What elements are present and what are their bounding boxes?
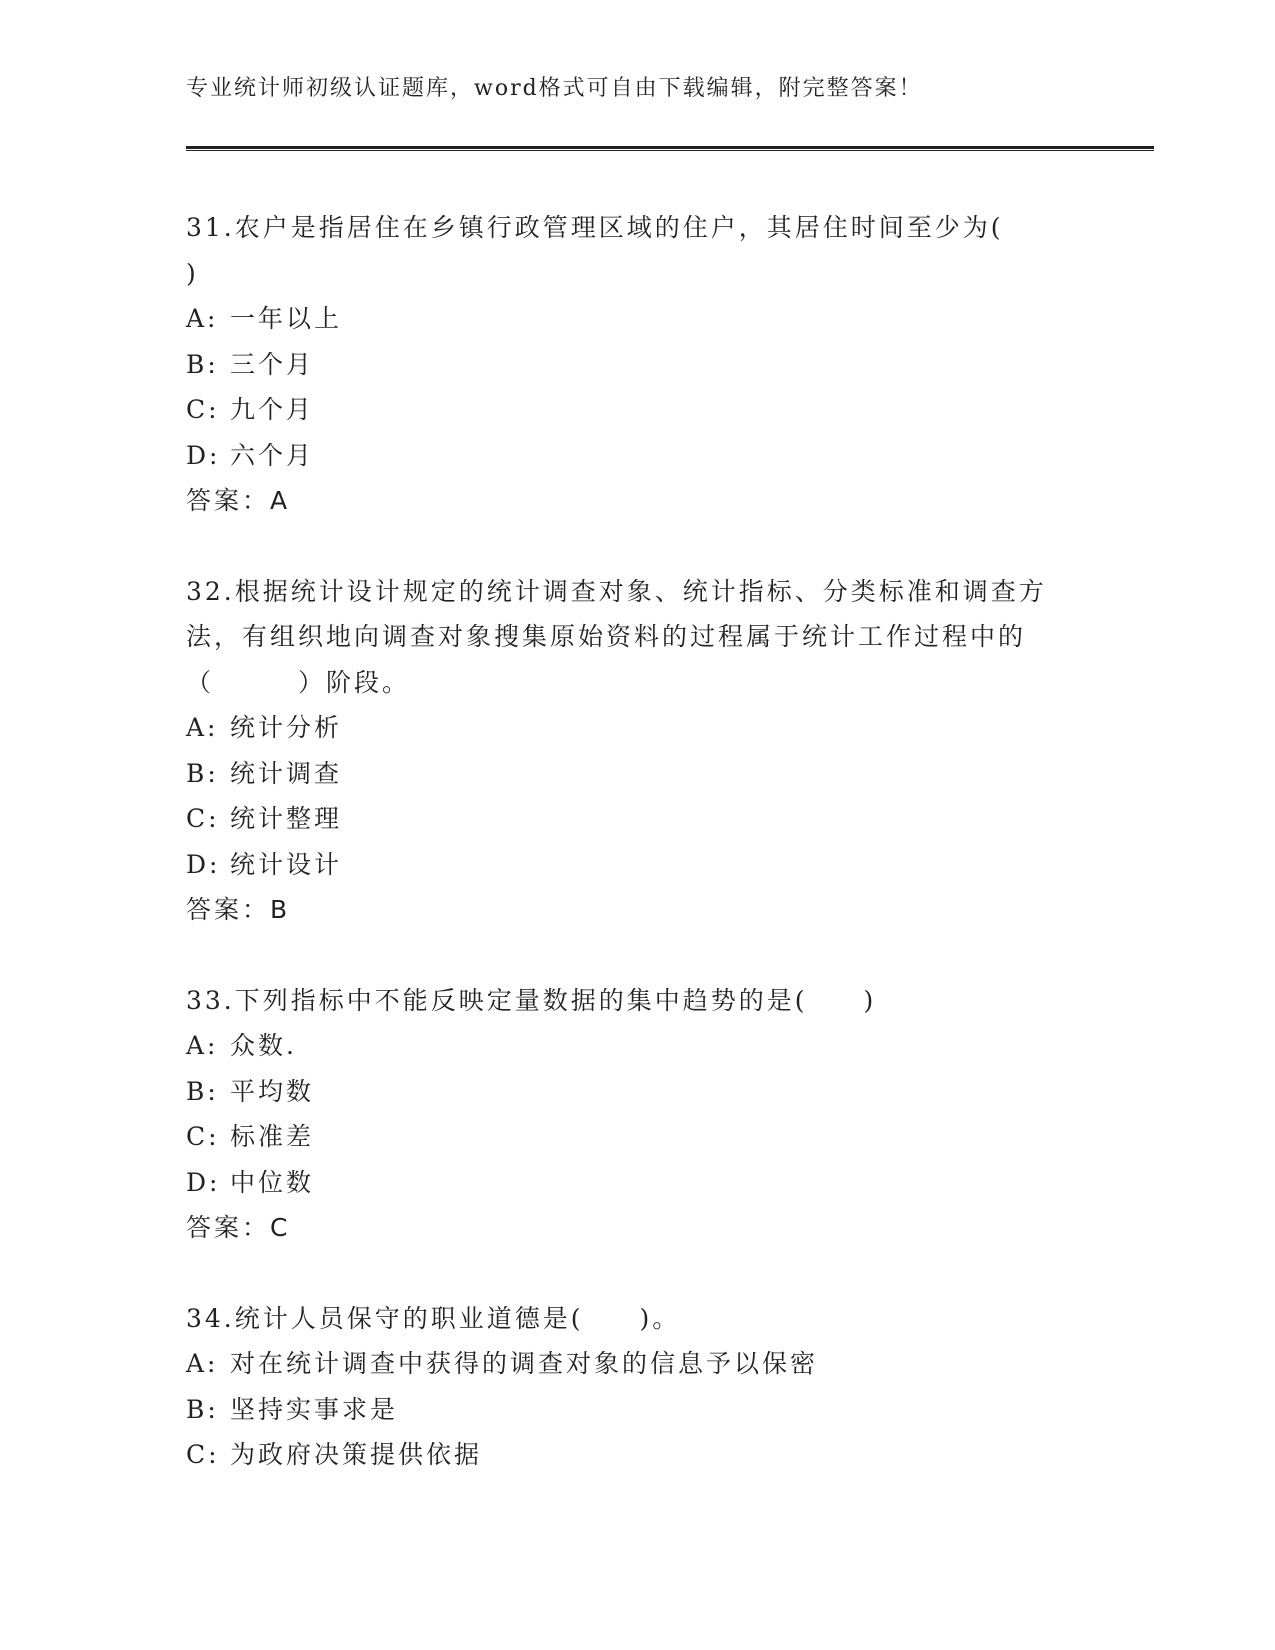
option-c	[186, 387, 1086, 433]
option-b	[186, 342, 1086, 388]
question-text-line: 31.农户是指居住在乡镇行政管理区域的住户，其居住时间至少为(	[186, 213, 1004, 242]
option-key: B:	[186, 1076, 219, 1106]
question-32	[186, 569, 1086, 933]
option-a	[186, 296, 1086, 342]
option-a	[186, 1341, 1086, 1387]
option-text: 统计整理	[230, 804, 343, 833]
option-key: B:	[186, 349, 219, 379]
option-text: 统计设计	[230, 849, 343, 879]
option-key: B:	[186, 758, 219, 788]
option-key: B:	[186, 1394, 219, 1424]
option-key: A:	[186, 1031, 219, 1060]
question-text-line: （ ）阶段。	[186, 667, 411, 697]
question-33	[186, 978, 1086, 1251]
option-text: 三个月	[230, 349, 315, 379]
header-divider	[186, 146, 1154, 151]
option-a	[186, 1023, 1086, 1069]
option-d	[186, 433, 1086, 479]
option-key: C:	[186, 1122, 220, 1151]
question-text-line: 32.根据统计设计规定的统计调查对象、统计指标、分类标准和调查方	[186, 576, 1047, 606]
option-d	[186, 1160, 1086, 1206]
answer-line: 答案：A	[186, 486, 291, 515]
option-text: 六个月	[230, 440, 315, 470]
option-c	[186, 1114, 1086, 1160]
option-text: 统计分析	[230, 713, 343, 742]
option-text: 对在统计调查中获得的调查对象的信息予以保密	[230, 1349, 819, 1378]
option-text: 众数.	[230, 1031, 297, 1060]
question-34	[186, 1296, 1086, 1478]
option-b	[186, 1069, 1086, 1115]
option-key: A:	[186, 713, 219, 742]
option-text: 坚持实事求是	[230, 1394, 399, 1424]
option-c	[186, 1432, 1086, 1478]
answer-line: 答案：C	[186, 1213, 291, 1242]
option-key: D:	[186, 1167, 221, 1197]
option-a	[186, 705, 1086, 751]
option-key: C:	[186, 804, 220, 833]
question-31	[186, 205, 1086, 524]
option-d	[186, 842, 1086, 888]
option-b	[186, 751, 1086, 797]
option-key: D:	[186, 849, 221, 879]
option-text: 平均数	[230, 1076, 315, 1106]
option-key: A:	[186, 1349, 219, 1378]
question-text-line: )	[186, 258, 199, 288]
page-header: 专业统计师初级认证题库，word格式可自由下载编辑，附完整答案！	[186, 76, 923, 101]
option-text: 为政府决策提供依据	[230, 1440, 483, 1469]
question-text-line: 法，有组织地向调查对象搜集原始资料的过程属于统计工作过程中的	[186, 622, 1027, 651]
option-text: 九个月	[230, 395, 315, 424]
option-c	[186, 796, 1086, 842]
answer-line: 答案：B	[186, 895, 291, 924]
question-list	[186, 205, 1086, 1523]
option-text: 中位数	[230, 1167, 315, 1197]
option-key: C:	[186, 395, 220, 424]
option-key: A:	[186, 304, 219, 333]
question-text-line: 33.下列指标中不能反映定量数据的集中趋势的是( )	[186, 985, 877, 1015]
question-text-line: 34.统计人员保守的职业道德是( )。	[186, 1303, 681, 1333]
option-text: 标准差	[230, 1122, 315, 1151]
option-text: 统计调查	[230, 758, 343, 788]
option-key: C:	[186, 1440, 220, 1469]
option-text: 一年以上	[230, 304, 343, 333]
option-b	[186, 1387, 1086, 1433]
option-key: D:	[186, 440, 221, 470]
